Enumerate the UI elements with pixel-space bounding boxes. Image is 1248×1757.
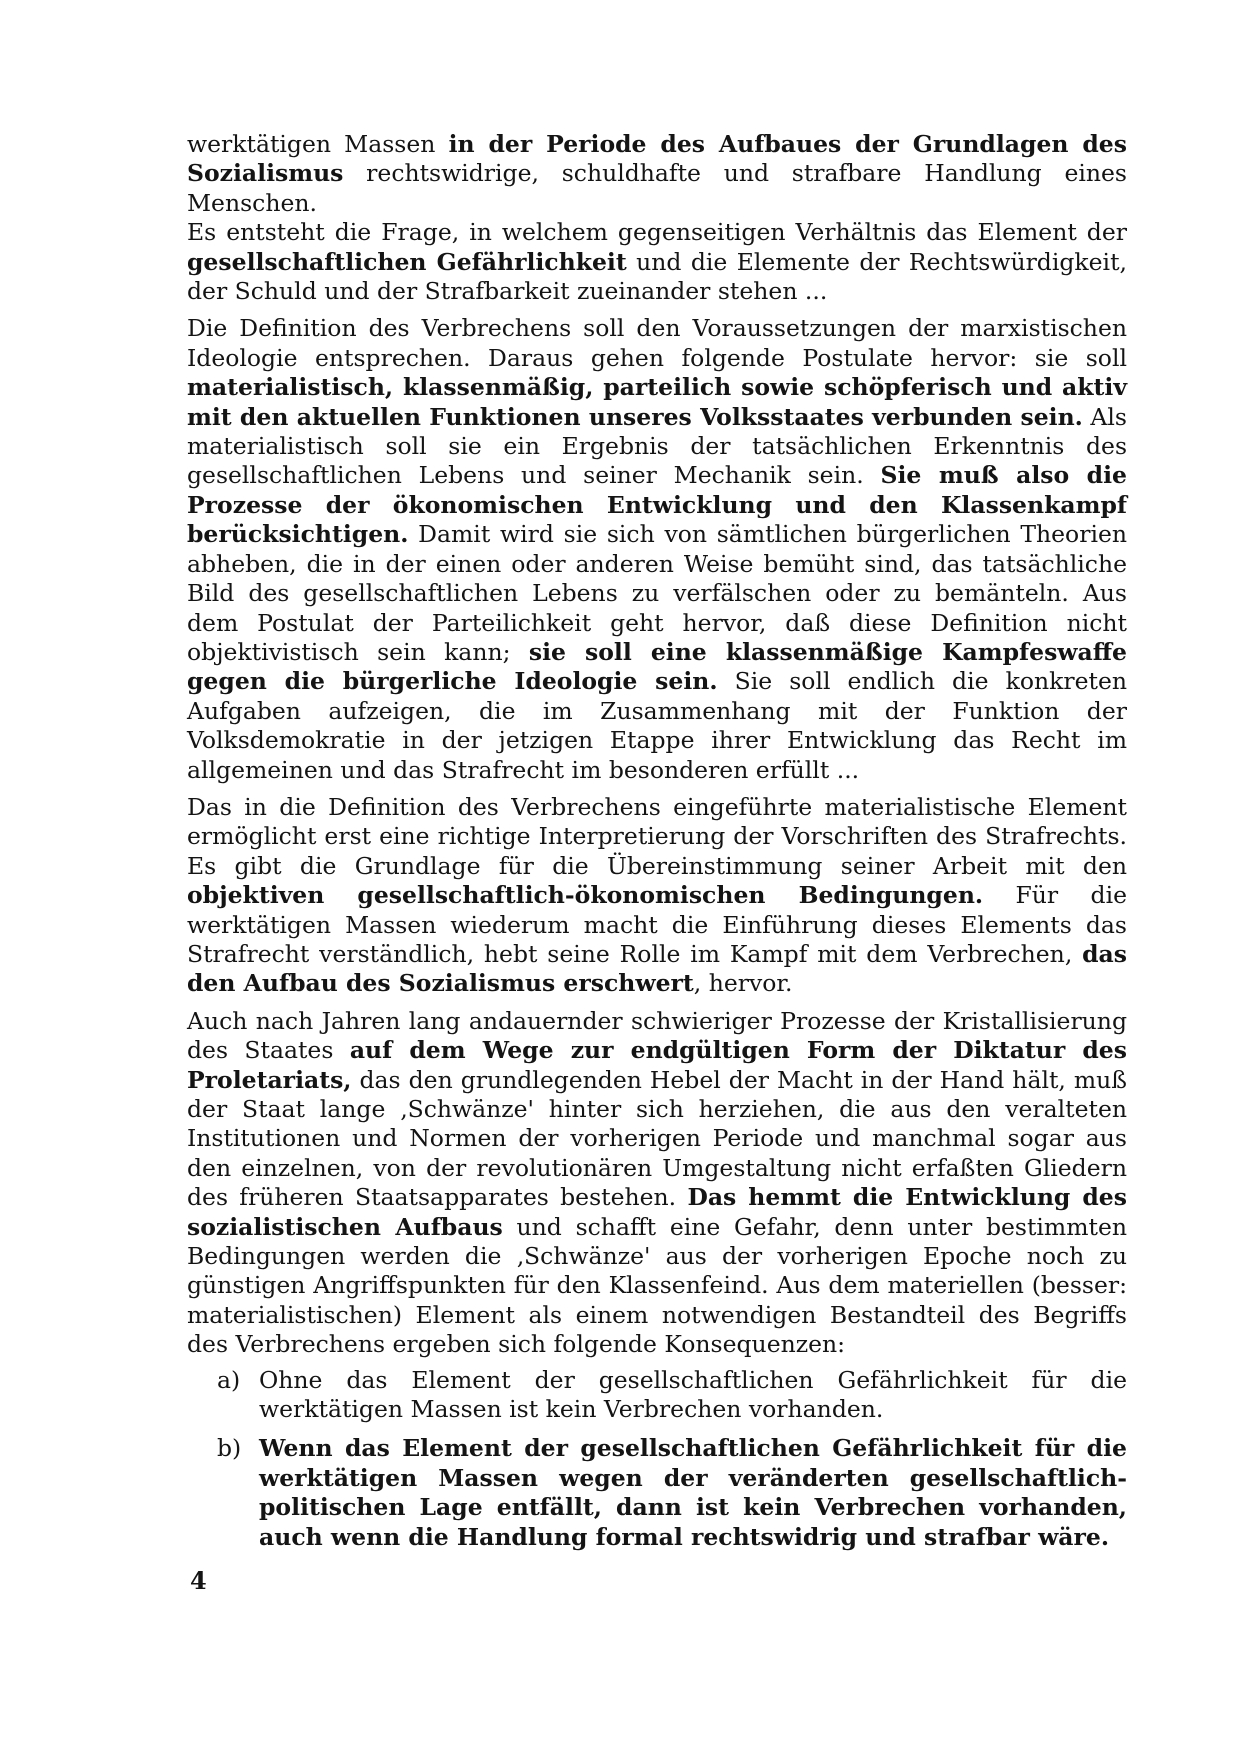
text-segment: und schafft eine Gefahr, denn unter bestimmten Bedingungen werden die ‚Schwänze' aus der vorherigen Epoche noch zu günstigen Angriffspunkten für den Klassenfeind. Aus dem materiellen (besser: materialistischen) Element als einem notwendigen Bestandteil des Begriffs des Verbrechens ergeben sich folgende Konsequenzen: [187,1212,1127,1359]
paragraph [187,793,1127,999]
bold-text-segment: materialistisch, klassenmäßig, parteilich sowie schöpferisch und aktiv mit den aktuellen Funktionen unseres Volksstaates verbunden sein. [187,373,1127,431]
text-segment: Sie soll endlich die konkreten Aufgaben aufzeigen, die im Zusammenhang mit der Funktion der Volksdemokratie in der jetzigen Etappe ihrer Entwicklung das Recht im allgemeinen und das Strafrecht im besonderen erfüllt ... [187,667,1127,784]
bold-text-segment: objektiven gesellschaftlich-ökonomischen Bedingungen. [187,881,984,910]
bold-text-segment: Das hemmt die Entwicklung des sozialistischen Aufbaus [187,1183,1127,1241]
text-segment: Für die werktätigen Massen wiederum macht die Einführung dieses Elements das Strafrecht verständlich, hebt seine Rolle im Kampf mit dem Verbrechen, [187,881,1127,968]
text-segment: werktätigen Massen [187,130,449,158]
list-item-text [259,1434,1127,1552]
body-text [187,130,1127,1562]
text-segment: , hervor. [693,969,793,998]
text-segment: Die Definition des Verbrechens soll den Voraussetzungen der marxistischen Ideologie entsprechen. Daraus gehen folgende Postulate hervor: sie soll [187,314,1127,372]
list-marker: b) [217,1434,242,1463]
bold-text-segment: auf dem Wege zur endgültigen Form der Diktatur des Proletariats, [187,1036,1127,1094]
list-marker: a) [217,1365,241,1394]
list-item-text [259,1366,1127,1425]
list-item [187,1366,1127,1425]
bold-text-segment: Wenn das Element der gesellschaftlichen Gefährlichkeit für die werktätigen Massen wegen der veränderten gesellschaftlich-politischen Lage entfällt, dann ist kein Verbrechen vorhanden, auch wenn die Handlung formal rechtswidrig und strafbar wäre. [259,1434,1127,1551]
bold-text-segment: sie soll eine klassenmäßige Kampfeswaffe gegen die bürgerliche Ideologie sein. [187,637,1128,696]
text-segment: Als materialistisch soll sie ein Ergebnis der tatsächlichen Erkenntnis des gesellschaftlichen Lebens und seiner Mechanik sein. [187,402,1127,490]
bold-text-segment: Sie muß also die Prozesse der ökonomischen Entwicklung und den Klassenkampf berücksichtigen. [187,461,1127,549]
page-number: 4 [190,1566,207,1595]
paragraph [187,218,1127,306]
text-segment: das den grundlegenden Hebel der Macht in der Hand hält, muß der Staat lange ‚Schwänze' hinter sich herziehen, die aus den veralteten Institutionen und Normen der vorherigen Periode und manchmal sogar aus den einzelnen, von der revolutionären Umgestaltung nicht erfaßten Gliedern des früheren Staatsapparates bestehen. [187,1065,1127,1212]
list-item [187,1434,1127,1552]
bold-text-segment: gesellschaftlichen Gefährlichkeit [187,247,627,276]
text-segment: Das in die Definition des Verbrechens eingeführte materialistische Element ermöglicht erst eine richtige Interpretierung der Vorschriften des Strafrechts. Es gibt die Grundlage für die Übereinstimmung seiner Arbeit mit den [187,792,1127,880]
text-segment: Auch nach Jahren lang andauernder schwieriger Prozesse der Kristallisierung des Staates [187,1006,1127,1065]
text-segment: Ohne das Element der gesellschaftlichen Gefährlichkeit für die werktätigen Massen ist kein Verbrechen vorhanden. [259,1365,1127,1424]
text-segment: Damit wird sie sich von sämtlichen bürgerlichen Theorien abheben, die in der einen oder anderen Weise bemüht sind, das tatsächliche Bild des gesellschaftlichen Lebens zu verfälschen oder zu bemänteln. Aus dem Postulat der Parteilichkeit geht hervor, daß diese Definition nicht objektivistisch sein kann; [187,520,1127,666]
paragraph [187,130,1127,218]
bold-text-segment: das den Aufbau des Sozialismus erschwert [187,939,1127,998]
paragraph [187,314,1127,785]
paragraph [187,1007,1127,1360]
bold-text-segment: in der Periode des Aufbaues der Grundlagen des Sozialismus [187,130,1127,188]
consequences-list [187,1366,1127,1552]
text-segment: und die Elemente der Rechtswürdigkeit, der Schuld und der Strafbarkeit zueinander stehen ... [187,247,1127,306]
text-segment: rechtswidrige, schuldhafte und strafbare Handlung eines Menschen. [187,159,1127,217]
text-segment: Es entsteht die Frage, in welchem gegenseitigen Verhältnis das Element der [187,218,1127,247]
